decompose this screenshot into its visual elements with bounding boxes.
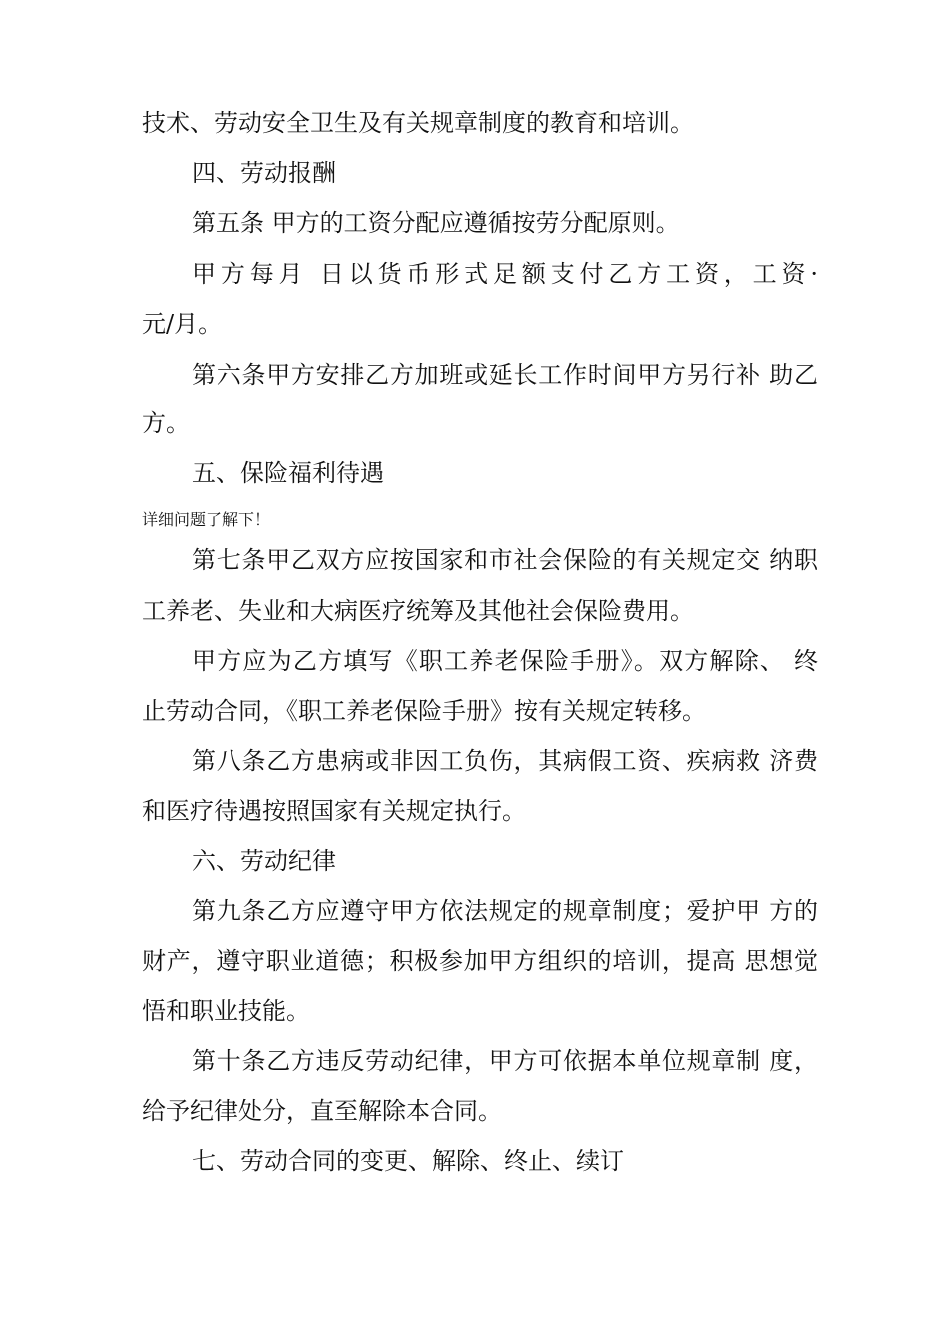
- section-heading: 四、劳动报酬: [192, 159, 336, 187]
- text-line: 财产，遵守职业道德；积极参加甲方组织的培训，提高 思想觉: [142, 947, 818, 975]
- text-line: 和医疗待遇按照国家有关规定执行。: [142, 797, 526, 825]
- text-line: 第九条乙方应遵守甲方依法规定的规章制度；爱护甲 方的: [192, 897, 818, 925]
- text-line: 工养老、失业和大病医疗统筹及其他社会保险费用。: [142, 597, 694, 625]
- note-text: 详细问题了解下！: [142, 510, 271, 529]
- text-line: 技术、劳动安全卫生及有关规章制度的教育和培训。: [142, 109, 694, 137]
- text-line: 方。: [142, 409, 190, 437]
- section-heading: 七、劳动合同的变更、解除、终止、续订: [192, 1147, 624, 1175]
- text-line: 止劳动合同，《职工养老保险手册》按有关规定转移。: [142, 697, 706, 725]
- section-heading: 六、劳动纪律: [192, 847, 336, 875]
- text-line: 元/月。: [142, 310, 223, 338]
- text-line: 悟和职业技能。: [142, 997, 310, 1025]
- text-line: 第七条甲乙双方应按国家和市社会保险的有关规定交 纳职: [192, 546, 818, 574]
- text-line: 甲方应为乙方填写《职工养老保险手册》。双方解除、 终: [192, 647, 818, 675]
- text-line: 甲方每月 日以货币形式足额支付乙方工资，工资·: [192, 260, 818, 288]
- text-line: 第八条乙方患病或非因工负伤，其病假工资、疾病救 济费: [192, 747, 818, 775]
- text-line: 第六条甲方安排乙方加班或延长工作时间甲方另行补 助乙: [192, 361, 818, 389]
- section-heading: 五、保险福利待遇: [192, 459, 384, 487]
- text-line: 第十条乙方违反劳动纪律，甲方可依据本单位规章制 度，: [192, 1047, 818, 1075]
- text-line: 给予纪律处分，直至解除本合同。: [142, 1097, 502, 1125]
- text-line: 第五条 甲方的工资分配应遵循按劳分配原则。: [192, 209, 680, 237]
